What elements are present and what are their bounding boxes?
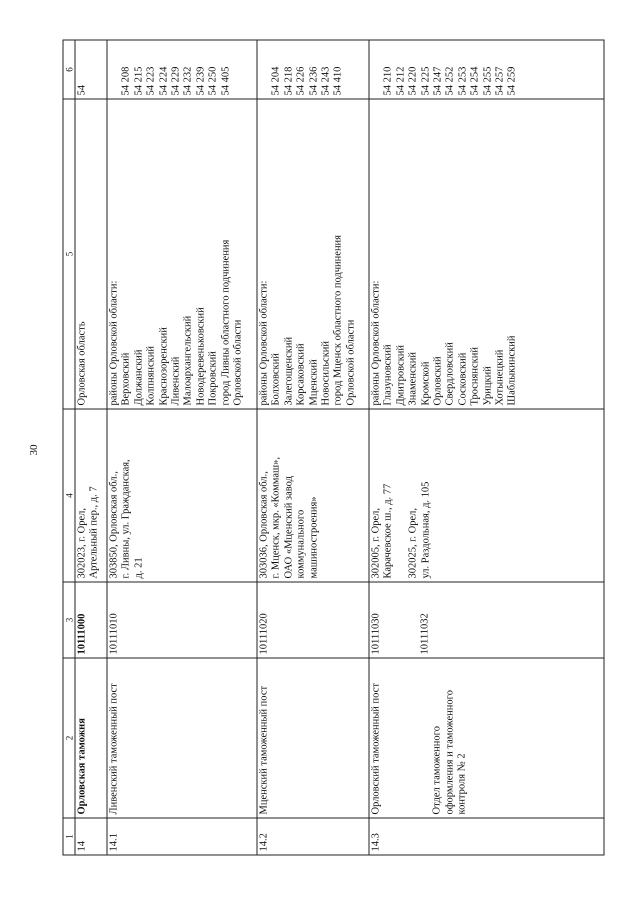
okato-codes: 54 210 54 212 54 220 54 225 54 247 54 252 54 253 54 254 54 255 54 257 54 259: [369, 40, 604, 99]
post-name: Мценский таможенный пост: [257, 658, 369, 818]
header-col-3: 3: [63, 582, 75, 658]
customs-address: 302023, г. Орел, Артельный пер., д. 7: [75, 409, 107, 582]
row-number: 14.1: [107, 818, 257, 855]
post-code: 10111020: [257, 582, 369, 658]
table-row: [369, 40, 604, 855]
okato-codes: 54 208 54 215 54 223 54 224 54 229 54 232 54 239 54 250 54 405: [107, 40, 257, 99]
header-col-2: 2: [63, 658, 75, 818]
post-address: 303036, Орловская обл., г. Мценск, мкр. «Коммаш», ОАО «Мценский завод коммунального машиностроения»: [257, 409, 369, 582]
post-name: Ливенский таможенный пост: [107, 658, 257, 818]
table-row: [107, 40, 257, 855]
header-col-6: 6: [63, 40, 75, 99]
header-row: [63, 40, 75, 855]
header-col-5: 5: [63, 99, 75, 409]
table-row: [257, 40, 369, 855]
customs-code: 10111000: [75, 582, 107, 658]
post-name: Орловский таможенный пост Отдел таможенного оформления и таможенного контроля № 2: [369, 658, 604, 818]
okato-codes: 54 204 54 218 54 226 54 236 54 243 54 410: [257, 40, 369, 99]
row-number: 14.3: [369, 818, 604, 855]
region: Орловская область: [75, 99, 107, 409]
header-col-1: 1: [63, 818, 75, 855]
post-code: 10111030 10111032: [369, 582, 604, 658]
table-rotated-container: [62, 40, 604, 855]
row-number: 14: [75, 818, 107, 855]
regions-list: районы Орловской области: Глазуновский Дмитровский Знаменский Кромской Орловский Свердловский Сосковский Троснянский Урицкий Хотынецкий Шаблыкинский: [369, 99, 604, 409]
header-col-4: 4: [63, 409, 75, 582]
post-code: 10111010: [107, 582, 257, 658]
customs-table: [62, 39, 604, 855]
okato-code: 54: [75, 40, 107, 99]
post-address: 302005, г. Орел, Карачевское ш., д. 77 302025, г. Орел, ул. Раздольная, д. 105: [369, 409, 604, 582]
row-number: 14.2: [257, 818, 369, 855]
page-number: 30: [28, 444, 40, 456]
customs-name: Орловская таможня: [75, 658, 107, 818]
table-row: [75, 40, 107, 855]
regions-list: районы Орловской области: Верховский Должанский Колпнянский Краснозоренский Ливенский Малоархангельский Новодеревеньковский Покровский город Ливны областного подчинения Орловской области: [107, 99, 257, 409]
post-address: 303850, Орловская обл., г. Ливны, ул. Гражданская, д. 21: [107, 409, 257, 582]
regions-list: районы Орловской области: Болховский Залегощенский Корсаковский Мценский Новосильский город Мценск областного подчинения Орловской области: [257, 99, 369, 409]
